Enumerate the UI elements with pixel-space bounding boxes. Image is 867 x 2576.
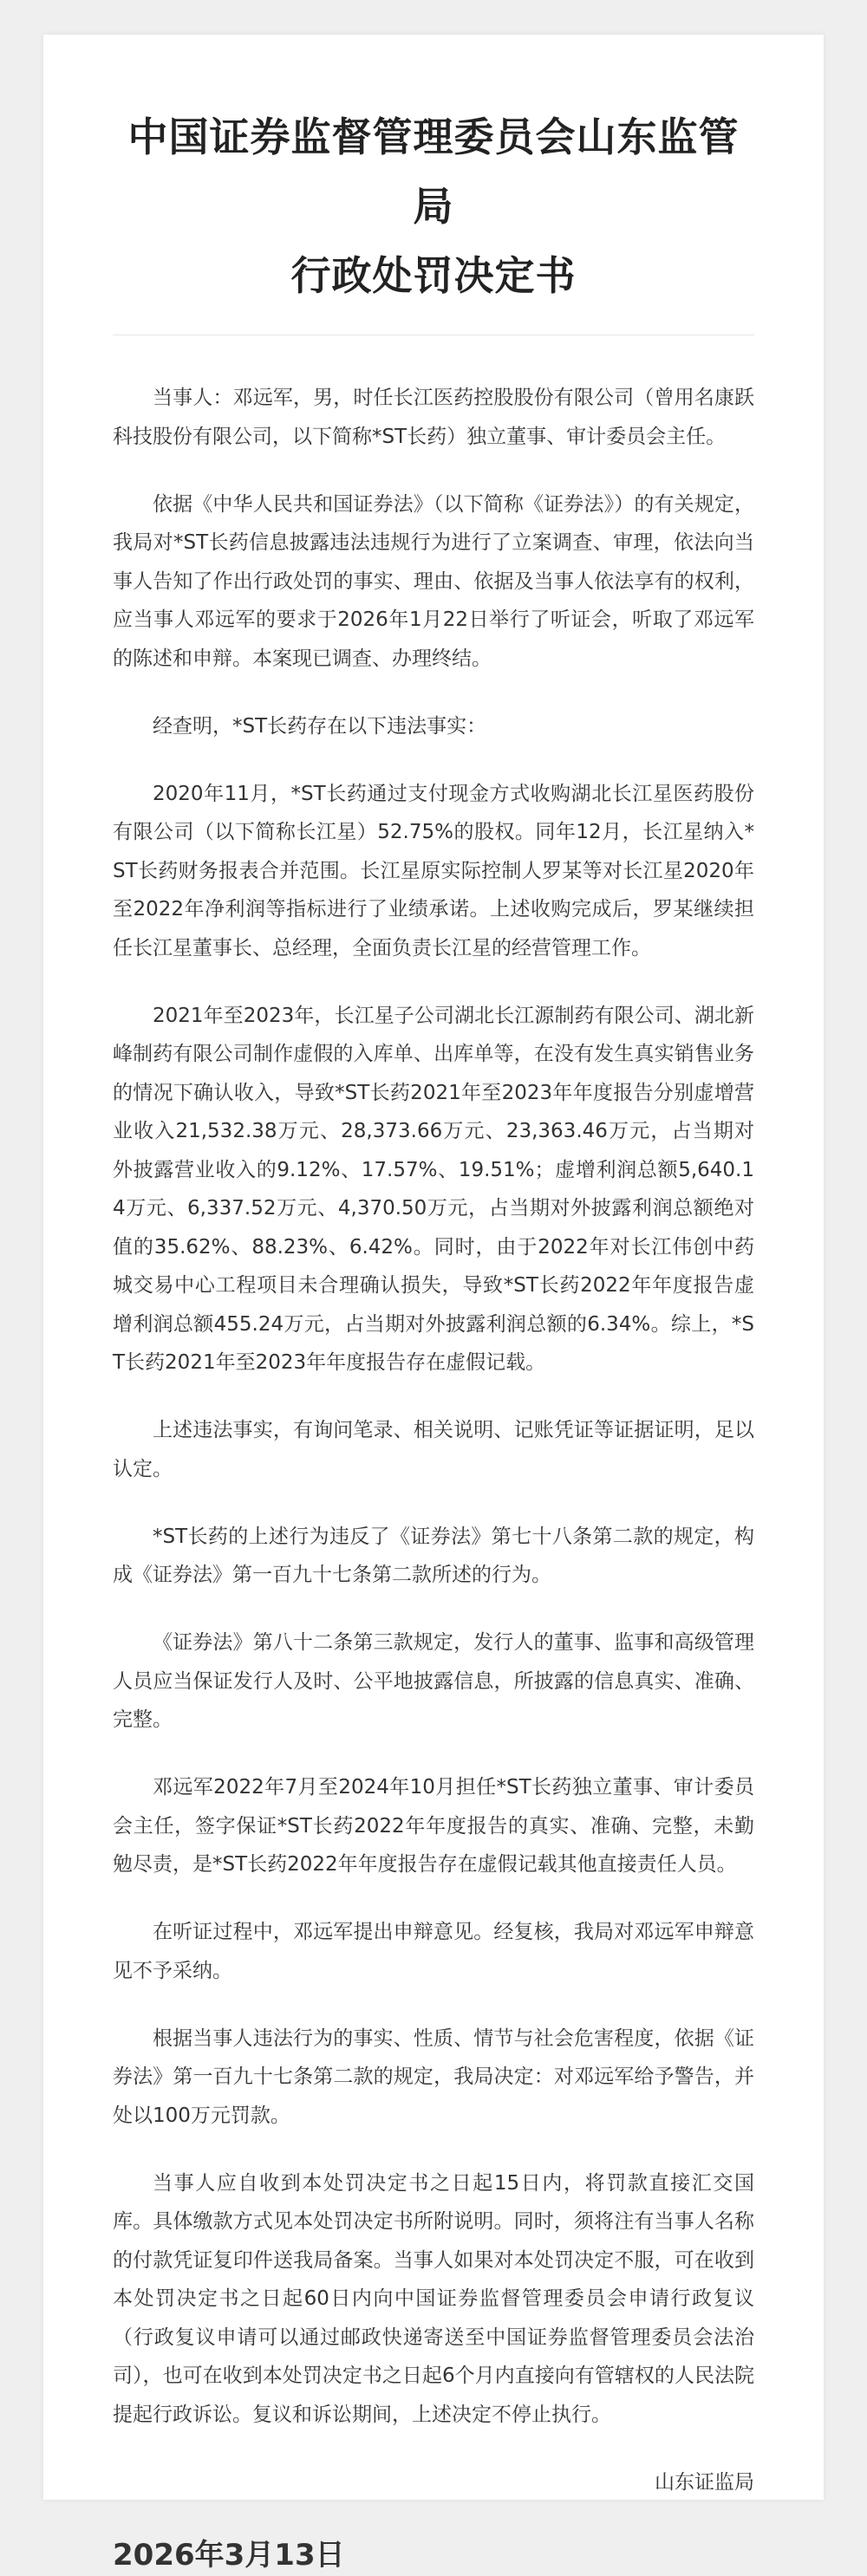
- paragraph-false-revenue: 2021年至2023年，长江星子公司湖北长江源制药有限公司、湖北新峰制药有限公司制作虚假的入库单、出库单等，在没有发生真实销售业务的情况下确认收入，导致*ST长药2021年至2023年年度报告分别虚增营业收入21,532.38万元、28,373.66万元、23,363.46万元，占当期对外披露营业收入的9.12%、17.57%、19.51%；虚增利润总额5,640.14万元、6,337.52万元、4,370.50万元，占当期对外披露利润总额绝对值的35.62%、88.23%、6.42%。同时，由于2022年对长江伟创中药城交易中心工程项目未合理确认损失，导致*ST长药2022年年度报告虚增利润总额455.24万元，占当期对外披露利润总额的6.34%。综上，*ST长药2021年至2023年年度报告存在虚假记载。: [113, 1004, 754, 1374]
- paragraph-evidence: 上述违法事实，有询问笔录、相关说明、记账凭证等证据证明，足以认定。: [113, 1419, 754, 1480]
- document-title: [113, 102, 754, 310]
- paragraph-hearing: 在听证过程中，邓远军提出申辩意见。经复核，我局对邓远军申辩意见不予采纳。: [113, 1921, 754, 1982]
- paragraph-acquisition: 2020年11月，*ST长药通过支付现金方式收购湖北长江星医药股份有限公司（以下简称长江星）52.75%的股权。同年12月，长江星纳入*ST长药财务报表合并范围。长江星原实际控制人罗某等对长江星2020年至2022年净利润等指标进行了业绩承诺。上述收购完成后，罗某继续担任长江星董事长、总经理，全面负责长江星的经营管理工作。: [113, 782, 754, 959]
- issuer-signature: 山东证监局: [655, 2470, 754, 2494]
- paragraph-payment-appeal: 当事人应自收到本处罚决定书之日起15日内，将罚款直接汇交国库。具体缴款方式见本处罚决定书所附说明。同时，须将注有当事人名称的付款凭证复印件送我局备案。当事人如果对本处罚决定不服，可在收到本处罚决定书之日起60日内向中国证券监督管理委员会申请行政复议（行政复议申请可以通过邮政快递寄送至中国证券监督管理委员会法治司），也可在收到本处罚决定书之日起6个月内直接向有管辖权的人民法院提起行政诉讼。复议和诉讼期间，上述决定不停止执行。: [113, 2171, 754, 2426]
- document-body: [113, 379, 754, 2434]
- paragraph-law-article: 《证券法》第八十二条第三款规定，发行人的董事、监事和高级管理人员应当保证发行人及时、公平地披露信息，所披露的信息真实、准确、完整。: [113, 1631, 754, 1731]
- issue-date: 2026年3月13日: [113, 2537, 345, 2573]
- paragraph-violation: *ST长药的上述行为违反了《证券法》第七十八条第二款的规定，构成《证券法》第一百九十七条第二款所述的行为。: [113, 1525, 754, 1586]
- paragraph-findings-intro: 经查明，*ST长药存在以下违法事实：: [153, 714, 487, 738]
- paragraph-decision: 根据当事人违法行为的事实、性质、情节与社会危害程度，依据《证券法》第一百九十七条第二款的规定，我局决定：对邓远军给予警告，并处以100万元罚款。: [113, 2026, 754, 2127]
- paragraph-party: 当事人：邓远军，男，时任长江医药控股股份有限公司（曾用名康跃科技股份有限公司，以下简称*ST长药）独立董事、审计委员会主任。: [113, 387, 754, 448]
- paragraph-basis: 依据《中华人民共和国证券法》（以下简称《证券法》）的有关规定，我局对*ST长药信息披露违法违规行为进行了立案调查、审理，依法向当事人告知了作出行政处罚的事实、理由、依据及当事人依法享有的权利，应当事人邓远军的要求于2026年1月22日举行了听证会，听取了邓远军的陈述和申辩。本案现已调查、办理终结。: [113, 492, 754, 670]
- title-line-2: 行政处罚决定书: [290, 252, 577, 299]
- paragraph-responsibility: 邓远军2022年7月至2024年10月担任*ST长药独立董事、审计委员会主任，签字保证*ST长药2022年年度报告的真实、准确、完整，未勤勉尽责，是*ST长药2022年年度报告存在虚假记载其他直接责任人员。: [113, 1776, 754, 1876]
- document-page: [43, 35, 824, 2573]
- title-line-1: 中国证券监督管理委员会山东监管局: [127, 114, 740, 230]
